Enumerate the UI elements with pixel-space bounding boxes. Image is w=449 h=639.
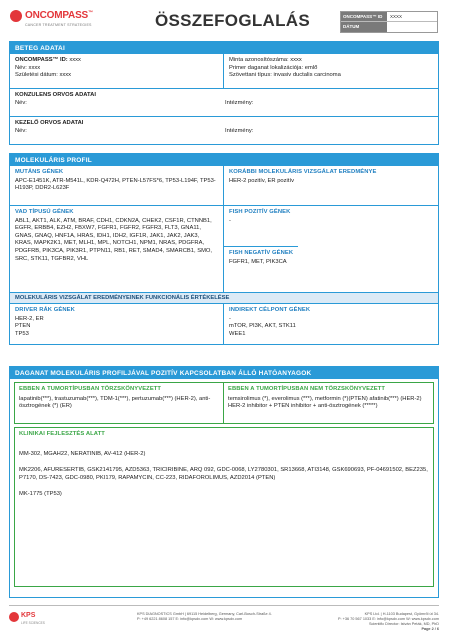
unregistered-heading: EBBEN A TUMORTÍPUSBAN NEM TÖRZSKÖNYVEZETT (228, 386, 385, 392)
footer-right (309, 612, 439, 632)
drugs-heading: DAGANAT MOLEKULÁRIS PROFILJÁVAL POZITÍV KAPCSOLATBAN ÁLLÓ HATÓANYAGOK (10, 367, 438, 379)
indirect-line: WEE1 (229, 330, 246, 337)
clinical-line: MK-1775 (TP53) (19, 491, 62, 498)
footer-middle (137, 612, 287, 622)
kps-circle-icon (9, 612, 19, 622)
registered-box (14, 382, 434, 424)
patient-name-value: xxxx (28, 64, 41, 71)
indirect-block (224, 304, 438, 344)
prior-heading: KORÁBBI MOLEKULÁRIS VIZSGÁLAT EREDMÉNYE (229, 169, 377, 175)
fish-neg-heading: FISH NEGATÍV GÉNEK (229, 250, 294, 256)
footer-mid-line: KPS DIAGNOSTICS GmbH | 69115 Heidelberg, Germany, Carl-Bosch-Straße 4. (137, 612, 272, 616)
clinical-box (14, 427, 434, 587)
kps-name: KPS (21, 612, 36, 619)
treating-heading: KEZELŐ ORVOS ADATAI (15, 120, 84, 126)
mutant-heading: MUTÁNS GÉNEK (15, 169, 64, 175)
indirect-line: mTOR, PI3K, AKT, STK11 (229, 323, 296, 330)
drugs-section (9, 366, 439, 598)
unregistered-block (224, 383, 433, 423)
footer-right-line: KPS Ltd. | H-1103 Budapest, Gyömrői út 34. (364, 612, 439, 616)
consultant-block (10, 89, 438, 116)
prior-block (224, 166, 438, 205)
treating-block (10, 117, 438, 144)
clinical-line: MK2206, AFURESERTIB, GSK2141795, AZD5363, TRICIRIBINE, ARQ 092, GDC-0068, LY2780301, SR13668, ATI3148, GSK690693, PF-04691502, BEZ235, P7170, DS-7423, GDC-0980, PKI179, RAPAMYCIN, CC-223, RIDAFOROLIMUS, AZD2014 (PTEN) (19, 467, 428, 481)
date-value (387, 22, 437, 32)
kps-sub: LIFE SCIENCES (21, 621, 45, 625)
logo-circle-icon (10, 10, 22, 22)
unregistered-text: temsirolimus (*), everolimus (***), metformin (*)(PTEN) afatinib(***) (HER-2) (228, 395, 422, 402)
patient-left (10, 54, 224, 88)
kps-logo (9, 612, 43, 632)
fish-neg-block (224, 247, 298, 292)
logo-name: ONCOMPASS™ (25, 10, 93, 21)
clinical-line: MM-302, MGAH22, NERATINIB, AV-412 (HER-2) (19, 450, 146, 457)
logo-tagline: CANCER TREATMENT STRATEGIES (25, 23, 92, 27)
patient-name-label: Név: (15, 64, 27, 71)
primary-value: emlő (304, 64, 318, 71)
driver-heading: DRIVER RÁK GÉNEK (15, 307, 75, 313)
clinical-block (15, 428, 433, 502)
patient-id-value: xxxx (69, 57, 81, 63)
oncompass-logo (10, 8, 110, 36)
date-label: DÁTUM (341, 22, 387, 32)
registered-text: lapatinib(***), trastuzumab(***), TDM-1(***), pertuzumab(***) (HER-2), anti-ösztrogének (*) (ER) (19, 395, 211, 410)
consultant-name-label: Név: (15, 99, 27, 106)
footer-right-line: Scientific Director: István Peták, MD, PhD (368, 622, 439, 626)
page-title: ÖSSZEFOGLALÁS (155, 11, 311, 30)
registered-heading: EBBEN A TUMORTÍPUSBAN TÖRZSKÖNYVEZETT (19, 386, 162, 392)
patient-section (9, 41, 439, 145)
consultant-heading: KONZULENS ORVOS ADATAI (15, 92, 96, 98)
mutant-text: APC-E1451K, ATR-M541L, KDR-Q472H, PTEN-L57FS*6, TP53-L194F, TP53-H193P, DDR2-L623F (15, 177, 216, 192)
functional-strip: MOLEKULÁRIS VIZSGÁLAT EREDMÉNYEINEK FUNKCIONÁLIS ÉRTÉKELÉSE (10, 293, 438, 304)
histology-value: invasiv ductalis carcinoma (273, 72, 341, 79)
wild-block (10, 206, 224, 292)
driver-block (10, 304, 224, 344)
page-number: Page 2 / 6 (421, 627, 439, 631)
footer (9, 609, 439, 634)
registered-block (15, 383, 224, 423)
patient-birth-value: xxxx (59, 72, 72, 79)
id-value: XXXX (390, 14, 403, 19)
prior-text: HER-2 pozitív, ER pozitív (229, 177, 294, 184)
footer-right-line: P: +36 70 567 1033 E: info@kpsdx.com W: www.kpsdx.com (338, 617, 439, 621)
id-label: ONCOMPASS™ ID (341, 12, 387, 21)
histology-label: Szövettani típus: (229, 72, 272, 79)
sample-label: Minta azonosítószáma: (229, 57, 289, 63)
footer-divider (9, 605, 439, 606)
clinical-heading: KLINIKAI FEJLESZTÉS ALATT (19, 431, 105, 437)
molecular-heading: MOLEKULÁRIS PROFIL (10, 154, 438, 166)
wild-text: ABL1, AKT1, ALK, ATM, BRAF, CDH1, CDKN2A, CHEK2, CSF1R, CTNNB1, EGFR, ERBB4, EZH2, FBXW7, FGFR1, FGFR2, FGFR3, FLT3, GNA11, GNAS, GNAQ, HNF1A, HRAS, IDH1, IDH2, IGF1R, JAK1, JAK2, JAK3, KRAS, MAPK2K1, MET, MLH1, MPL, NOTCH1, NPM1, NRAS, PDGFRA, PDGFRB, PIK3CA, PIK3R1, PTPN11, RB1, RET, SMAD4, SMARCB1, SMO, SRC, STK11, TGFBR2, VHL (15, 217, 213, 262)
fish-neg-text: FGFR1, MET, PIK3CA (229, 258, 287, 265)
patient-birth-label: Születési dátum: (15, 72, 58, 79)
fish-block (224, 206, 298, 292)
fish-pos-text: - (229, 217, 231, 224)
treating-inst-label: Intézmény: (225, 127, 254, 134)
consultant-inst-label: Intézmény: (225, 99, 254, 106)
fish-pos-block (224, 206, 298, 247)
patient-right (224, 54, 438, 88)
patient-heading: BETEG ADATAI (10, 42, 438, 54)
footer-mid-line: P: +49 6221 8608 157 E: info@kpsdx.com W: www.kpsdx.com (137, 617, 243, 621)
mutant-block (10, 166, 224, 205)
patient-id-label: ONCOMPASS™ ID: (15, 57, 68, 63)
treating-name-label: Név: (15, 127, 27, 134)
wild-heading: VAD TÍPUSÚ GÉNEK (15, 209, 74, 215)
unregistered-text-2: HER-2 inhibitor + PTEN inhibitor + anti-ösztrogének (*****) (228, 403, 378, 410)
primary-label: Primer daganat lokalizációja: (229, 64, 304, 71)
driver-line: PTEN (15, 323, 31, 330)
sample-value: xxxx (290, 57, 302, 63)
id-box (340, 11, 438, 33)
indirect-heading: INDIREKT CÉLPONT GÉNEK (229, 307, 311, 313)
molecular-section (9, 153, 439, 345)
driver-line: HER-2, ER (15, 315, 44, 322)
driver-line: TP53 (15, 330, 29, 337)
fish-pos-heading: FISH POZITÍV GÉNEK (229, 209, 291, 215)
indirect-line: - (229, 315, 231, 322)
